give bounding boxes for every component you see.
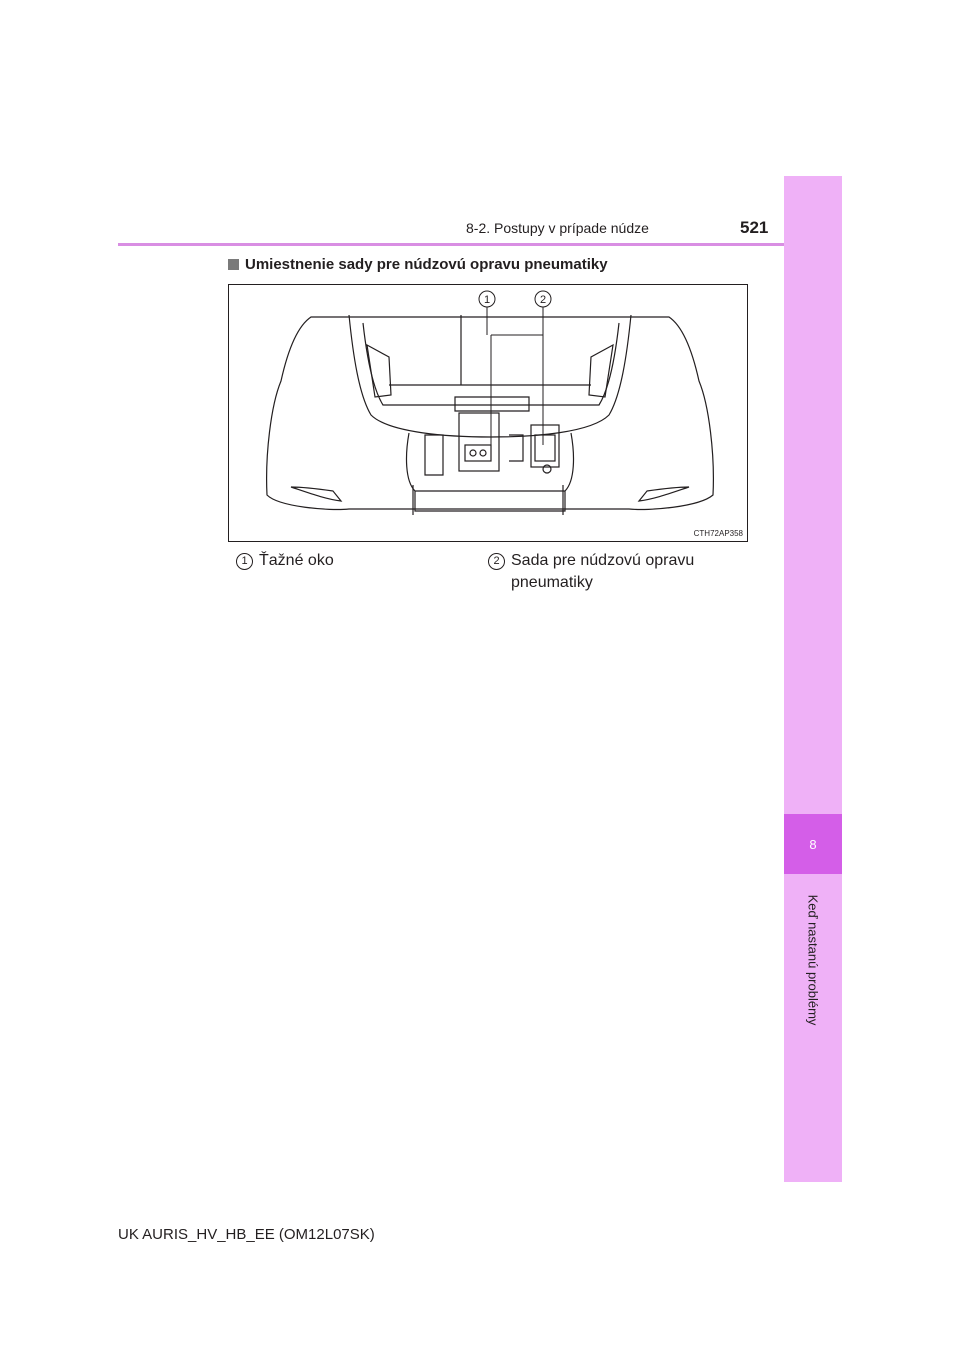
chapter-title: Keď nastanú problémy: [805, 894, 821, 1026]
section-heading: [228, 256, 608, 273]
legend-item-tow-eye: [236, 550, 334, 572]
legend-text: Ťažné oko: [259, 552, 334, 569]
section-title: 8-2. Postupy v prípade núdze: [466, 220, 649, 236]
callout-2-label: 2: [539, 294, 547, 306]
header-divider: [118, 243, 784, 246]
legend-item-repair-kit: [488, 550, 728, 594]
legend-text: Sada pre núdzovú opravu pneumatiky: [511, 552, 695, 591]
legend-number: 1: [236, 553, 253, 570]
page-number: 521: [740, 218, 769, 237]
square-bullet-icon: [228, 259, 239, 270]
document-footer: UK AURIS_HV_HB_EE (OM12L07SK): [118, 1226, 375, 1243]
section-heading-text: Umiestnenie sady pre núdzovú opravu pneumatiky: [245, 256, 608, 273]
car-trunk-drawing: [229, 285, 747, 541]
legend-number: 2: [488, 553, 505, 570]
figure-code: CTH72AP358: [693, 529, 743, 538]
chapter-number: 8: [784, 814, 842, 874]
callout-1-label: 1: [483, 294, 491, 306]
trunk-illustration: [228, 284, 748, 542]
chapter-side-tab: [784, 176, 842, 1182]
